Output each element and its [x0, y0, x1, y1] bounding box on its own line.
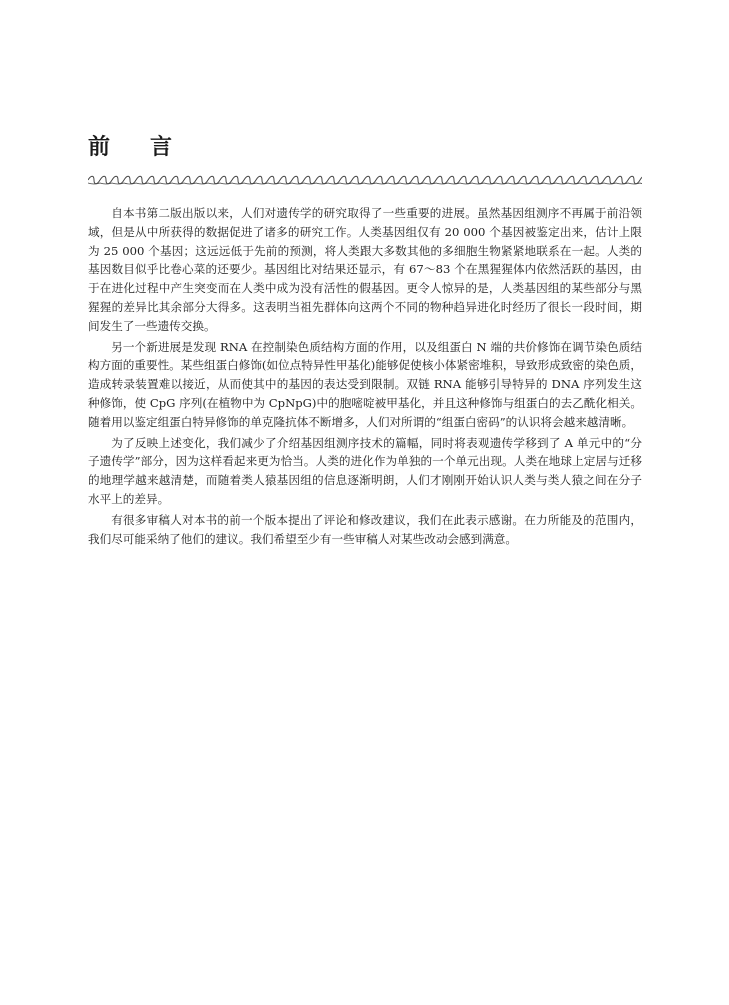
paragraph-4: 有很多审稿人对本书的前一个版本提出了评论和修改建议，我们在此表示感谢。在力所能及的范围内，我们尽可能采纳了他们的建议。我们希望至少有一些审稿人对某些改动会感到满意。	[88, 512, 642, 546]
paragraph-2: 另一个新进展是发现 RNA 在控制染色质结构方面的作用，以及组蛋白 N 端的共价修饰在调节染色质结构方面的重要性。某些组蛋白修饰(如位点特异性甲基化)能够促使核小体紧密堆积，导致形成致密的染色质，造成转录装置难以接近，从而使其中的基因的表达受到限制。双链 RNA 能够引导特异的 DNA 序列发生这种修饰，使 CpG 序列(在植物中为 CpNpG)中的胞嘧啶被甲基化，并且这种修饰与组蛋白的去乙酰化相关。随着用以鉴定组蛋白特异修饰的单克隆抗体不断增多，人们对所谓的“组蛋白密码”的认识将会越来越清晰。	[88, 339, 642, 429]
paragraph-3: 为了反映上述变化，我们减少了介绍基因组测序技术的篇幅，同时将表观遗传学移到了 A 单元中的“分子遗传学”部分，因为这样看起来更为恰当。人类的进化作为单独的一个单元出现。人类在地球上定居与迁移的地理学越来越清楚，而随着类人猿基因组的信息逐渐明朗，人们才刚刚开始认识人类与类人猿之间在分子水平上的差异。	[88, 435, 642, 506]
decorative-wave-divider	[88, 174, 642, 186]
paragraph-1: 自本书第二版出版以来，人们对遗传学的研究取得了一些重要的进展。虽然基因组测序不再属于前沿领域，但是从中所获得的数据促进了诸多的研究工作。人类基因组仅有 20 000 个基因被鉴定出来，估计上限为 25 000 个基因；这远远低于先前的预测，将人类跟大多数其他的多细胞生物紧紧地联系在一起。人类的基因数目似乎比卷心菜的还要少。基因组比对结果还显示，有 67～83 个在黑猩猩体内依然活跃的基因，由于在进化过程中产生突变而在人类中成为没有活性的假基因。更令人惊异的是，人类基因组的某些部分与黑猩猩的差异比其余部分大得多。这表明当祖先群体向这两个不同的物种趋异进化时经历了很长一段时间，期间发生了一些遗传交换。	[88, 206, 642, 333]
page-title-char-2: 言	[150, 134, 175, 160]
preface-body	[88, 204, 642, 550]
page-title	[88, 130, 208, 160]
page-title-char-1: 前	[88, 134, 113, 160]
